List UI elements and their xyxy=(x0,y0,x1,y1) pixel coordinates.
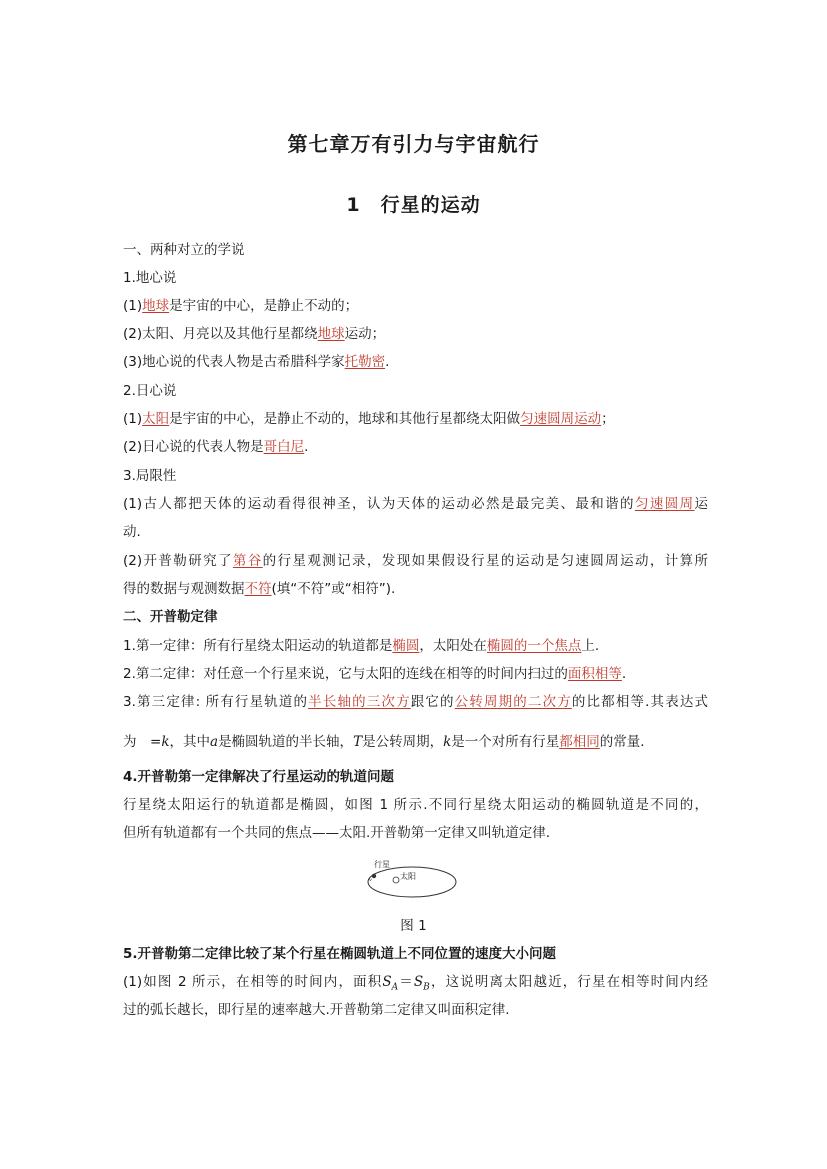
planet-label: 行星 xyxy=(374,860,390,869)
sun-icon xyxy=(393,877,399,883)
answer-blank: 哥白尼 xyxy=(263,439,305,455)
section-title: 1 行星的运动 xyxy=(346,194,481,216)
limitation-point-2: (2)开普勒研究了第谷的行星观测记录，发现如果假设行星的运动是匀速圆周运动，计算所 xyxy=(123,553,709,569)
kepler-first-law: 1.第一定律：所有行星绕太阳运动的轨道都是椭圆，太阳处在椭圆的一个焦点上. xyxy=(123,638,600,654)
sun-label: 太阳 xyxy=(400,872,416,881)
limitation-point-2-cont: 得的数据与观测数据不符(填“不符”或“相符”). xyxy=(123,581,396,597)
heliocentric-point-2: (2)日心说的代表人物是哥白尼. xyxy=(123,439,309,455)
answer-blank: 椭圆的一个焦点 xyxy=(486,638,582,654)
point4-line-2: 但所有轨道都有一个共同的焦点——太阳.开普勒第一定律又叫轨道定律. xyxy=(123,825,551,841)
planet-icon xyxy=(372,874,376,878)
kepler-third-law: 3.第三定律: 所有行星轨道的半长轴的三次方跟它的公转周期的二次方的比都相等.其表达式 xyxy=(123,694,709,710)
answer-blank: 匀速圆周 xyxy=(634,496,695,512)
velocity-label: v xyxy=(369,877,372,883)
kepler-third-law-expression: 为 =k，其中a是椭圆轨道的半长轴，T是公转周期，k是一个对所有行星都相同的常量. xyxy=(123,734,645,750)
point4-title: 4.开普勒第一定律解决了行星运动的轨道问题 xyxy=(123,769,395,785)
geocentric-title: 1.地心说 xyxy=(123,270,177,286)
chapter-title: 第七章万有引力与宇宙航行 xyxy=(287,132,540,156)
answer-blank: 托勒密 xyxy=(344,354,386,370)
answer-blank: 第谷 xyxy=(232,553,263,569)
figure-1-caption: 图 1 xyxy=(400,918,427,934)
answer-blank: 不符 xyxy=(244,581,272,597)
heliocentric-point-1: (1)太阳是宇宙的中心，是静止不动的，地球和其他行星都绕太阳做匀速圆周运动； xyxy=(123,411,615,427)
limitation-title: 3.局限性 xyxy=(123,468,177,484)
limitation-point-1: (1)古人都把天体的运动看得很神圣，认为天体的运动必然是最完美、最和谐的匀速圆周运 xyxy=(123,496,709,512)
figure-1-orbit xyxy=(360,852,460,902)
section1-heading: 一、两种对立的学说 xyxy=(123,242,245,258)
answer-blank: 都相同 xyxy=(559,734,600,750)
answer-blank: 地球 xyxy=(317,326,345,342)
limitation-point-1-cont: 动. xyxy=(123,524,141,540)
geocentric-point-3: (3)地心说的代表人物是古希腊科学家托勒密. xyxy=(123,354,390,370)
answer-blank: 公转周期的二次方 xyxy=(454,694,572,710)
point4-line-1: 行星绕太阳运行的轨道都是椭圆，如图 1 所示.不同行星绕太阳运动的椭圆轨道是不同的， xyxy=(123,797,708,813)
section2-heading: 二、开普勒定律 xyxy=(123,609,218,625)
answer-blank: 椭圆 xyxy=(392,638,420,654)
point5-line-2: 过的弧长越长，即行星的速率越大.开普勒第二定律又叫面积定律. xyxy=(123,1002,510,1018)
point5-line-1: (1)如图 2 所示，在相等的时间内，面积$S_A=S_B$，这说明离太阳越近，行星在相等时间内经 xyxy=(123,974,709,993)
answer-blank: 匀速圆周运动 xyxy=(520,411,602,427)
answer-blank: 半长轴的三次方 xyxy=(308,694,411,710)
geocentric-point-2: (2)太阳、月亮以及其他行星都绕地球运动； xyxy=(123,326,386,342)
heliocentric-title: 2.日心说 xyxy=(123,383,177,399)
answer-blank: 面积相等 xyxy=(567,666,622,682)
kepler-second-law: 2.第二定律：对任意一个行星来说，它与太阳的连线在相等的时间内扫过的面积相等. xyxy=(123,666,627,682)
point5-title: 5.开普勒第二定律比较了某个行星在椭圆轨道上不同位置的速度大小问题 xyxy=(123,946,557,962)
geocentric-point-1: (1)地球是宇宙的中心，是静止不动的； xyxy=(123,298,359,314)
answer-blank: 地球 xyxy=(142,298,170,314)
answer-blank: 太阳 xyxy=(142,411,170,427)
